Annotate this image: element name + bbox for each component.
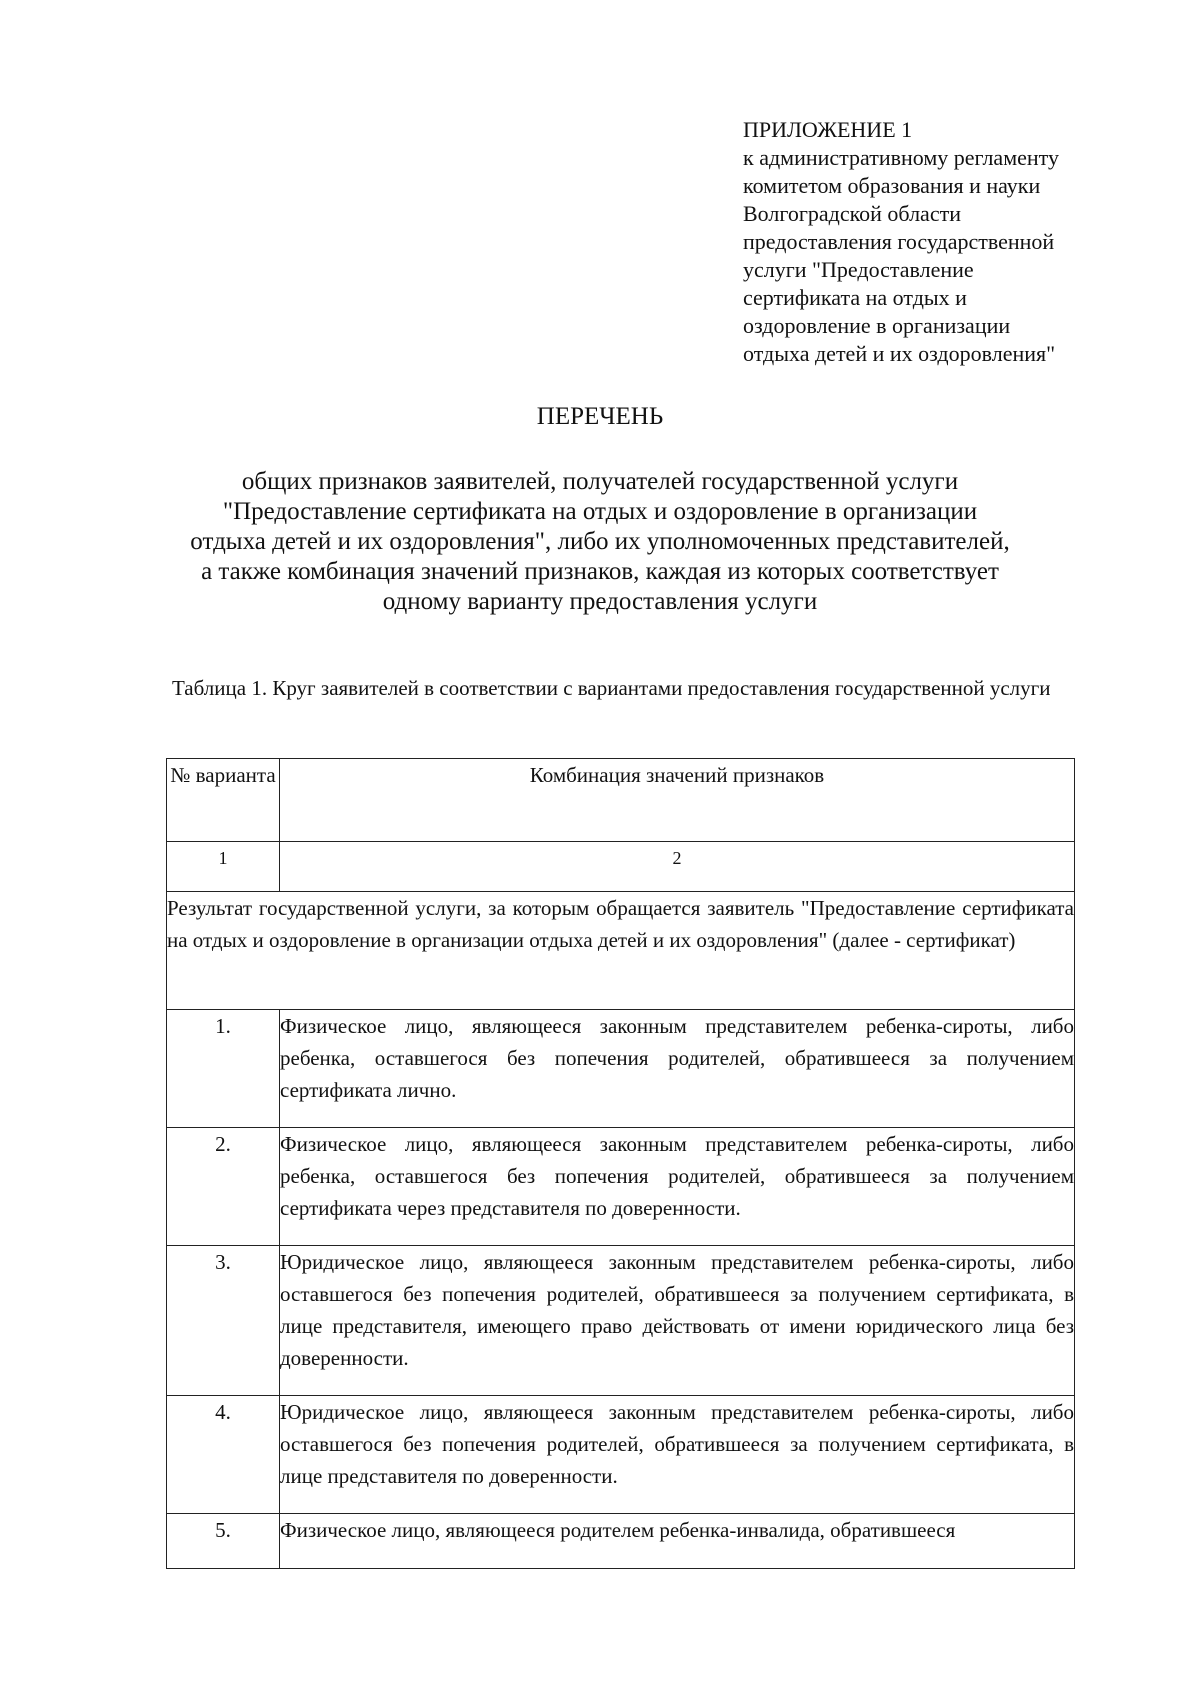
variant-number: 2. xyxy=(167,1128,280,1246)
document-title: ПЕРЕЧЕНЬ xyxy=(536,403,664,430)
table-row xyxy=(167,1010,1075,1128)
appendix-line: ПРИЛОЖЕНИЕ 1 xyxy=(743,117,913,142)
group-result-text: Результат государственной услуги, за которым обращается заявитель "Предоставление сертификата на отдых и оздоровление в организации отдыха детей и их оздоровления" (далее - сертификат) xyxy=(167,892,1075,1010)
index-col1: 1 xyxy=(167,842,280,892)
appendix-line: оздоровление в организации xyxy=(743,313,1011,338)
table-row xyxy=(167,1514,1075,1569)
subtitle-line: одному варианту предоставления услуги xyxy=(382,588,818,615)
document-subtitle xyxy=(0,467,1200,617)
appendix-line: сертификата на отдых и xyxy=(743,285,967,310)
appendix-line: к административному регламенту xyxy=(743,145,1059,170)
variant-number: 5. xyxy=(167,1514,280,1569)
table-row xyxy=(167,1396,1075,1514)
subtitle-line: общих признаков заявителей, получателей государственной услуги xyxy=(241,468,959,495)
variants-table xyxy=(166,758,1075,1569)
subtitle-line: а также комбинация значений признаков, каждая из которых соответствует xyxy=(201,558,999,585)
variant-description: Физическое лицо, являющееся законным представителем ребенка-сироты, либо ребенка, оставшегося без попечения родителей, обратившееся за получением сертификата лично. xyxy=(280,1010,1075,1128)
table-caption: Таблица 1. Круг заявителей в соответствии с вариантами предоставления государственной услуги xyxy=(172,676,1051,700)
variant-description: Физическое лицо, являющееся законным представителем ребенка-сироты, либо ребенка, оставшегося без попечения родителей, обратившееся за получением сертификата через представителя по доверенности. xyxy=(280,1128,1075,1246)
appendix-line: комитетом образования и науки xyxy=(743,173,1041,198)
variant-description: Физическое лицо, являющееся родителем ребенка-инвалида, обратившееся xyxy=(280,1514,1075,1569)
subtitle-line: "Предоставление сертификата на отдых и оздоровление в организации xyxy=(222,498,978,525)
variant-number: 1. xyxy=(167,1010,280,1128)
table-index-row xyxy=(167,842,1075,892)
appendix-line: предоставления государственной xyxy=(743,229,1055,254)
header-variant-number: № варианта xyxy=(167,759,280,842)
table-group-row xyxy=(167,892,1075,1010)
appendix-block xyxy=(743,116,1163,368)
variant-description: Юридическое лицо, являющееся законным представителем ребенка-сироты, либо оставшегося без попечения родителей, обратившееся за получением сертификата, в лице представителя по доверенности. xyxy=(280,1396,1075,1514)
appendix-line: услуги "Предоставление xyxy=(743,257,974,282)
index-col2: 2 xyxy=(280,842,1075,892)
variant-number: 3. xyxy=(167,1246,280,1396)
header-combination: Комбинация значений признаков xyxy=(280,759,1075,842)
subtitle-line: отдыха детей и их оздоровления", либо их уполномоченных представителей, xyxy=(190,528,1010,555)
table-row xyxy=(167,1128,1075,1246)
variant-number: 4. xyxy=(167,1396,280,1514)
appendix-line: отдыха детей и их оздоровления" xyxy=(743,341,1056,366)
variant-description: Юридическое лицо, являющееся законным представителем ребенка-сироты, либо оставшегося без попечения родителей, обратившееся за получением сертификата, в лице представителя, имеющего право действовать от имени юридического лица без доверенности. xyxy=(280,1246,1075,1396)
appendix-line: Волгоградской области xyxy=(743,201,961,226)
table-header-row xyxy=(167,759,1075,842)
table-row xyxy=(167,1246,1075,1396)
